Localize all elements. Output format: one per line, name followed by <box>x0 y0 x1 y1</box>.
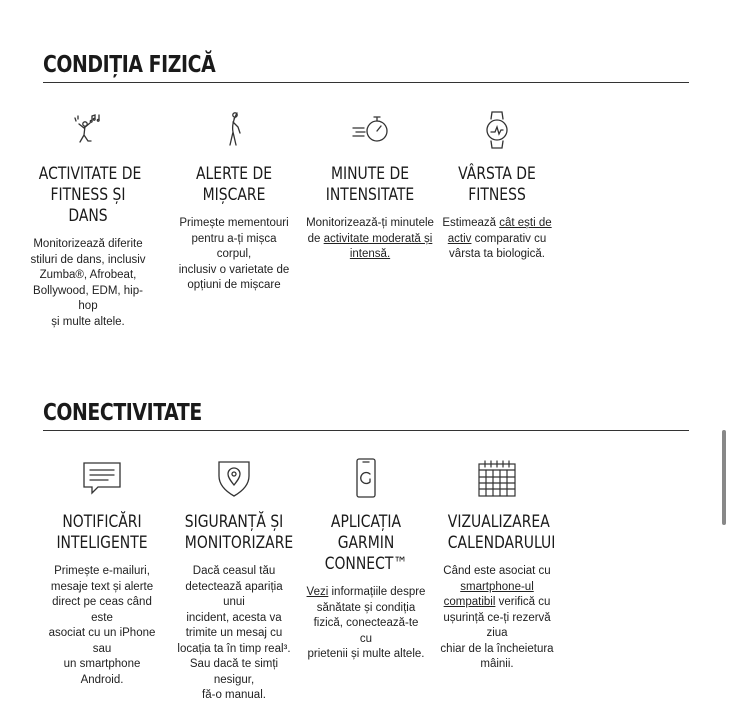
feature-calendar-view <box>437 458 557 673</box>
fitness-age-link[interactable]: cât ești de <box>499 217 552 229</box>
description-text: verifică cu <box>495 596 551 608</box>
feature-fitness-dance <box>28 110 148 330</box>
feature-description: direct pe ceas când este <box>52 596 152 624</box>
fitness-section-title: CONDIȚIA FIZICĂ <box>43 52 216 78</box>
feature-title: MINUTE DE <box>330 164 410 184</box>
feature-safety-tracking <box>174 458 294 704</box>
feature-title: FITNESS ȘI <box>50 185 126 205</box>
description-text: Estimează <box>442 217 500 229</box>
feature-description: Dacă ceasul tău <box>192 565 276 577</box>
feature-description: detectează apariția unui <box>185 580 283 608</box>
feature-description: mesaje text și alerte <box>50 580 154 593</box>
feature-description: locația ta în timp real³. <box>177 642 291 655</box>
feature-title: DANS <box>68 206 108 226</box>
feature-description: ușurință ce-ți rezervă ziua <box>443 611 551 639</box>
feature-description: un smartphone Android. <box>63 658 141 686</box>
feature-description: fizică, conectează-te cu <box>313 617 419 645</box>
description-text: informațiile despre <box>328 586 426 598</box>
feature-title: SIGURANȚĂ ȘI <box>184 512 284 532</box>
feature-intensity-minutes <box>306 110 434 263</box>
feature-description: Când este asociat cu <box>443 565 551 577</box>
fitness-section <box>43 50 689 83</box>
feature-title: INTELIGENTE <box>56 533 148 553</box>
feature-description: Zumba®, Afrobeat, <box>39 269 137 281</box>
feature-description: vârsta ta biologică. <box>449 248 545 260</box>
feature-description <box>306 585 426 601</box>
stopwatch-icon <box>350 110 390 150</box>
message-icon <box>82 458 122 498</box>
feature-title: INTENSITATE <box>325 185 415 205</box>
feature-description: Bollywood, EDM, hip-hop <box>33 284 143 312</box>
see-info-link[interactable]: Vezi <box>306 586 329 598</box>
feature-title: MONITORIZARE <box>184 533 294 553</box>
feature-description: chiar de la încheietura <box>440 642 554 655</box>
feature-description <box>437 580 557 596</box>
feature-title: CALENDARULUI <box>447 533 556 553</box>
stretch-figure-icon <box>214 110 254 150</box>
description-text: comparativ cu <box>471 232 547 245</box>
feature-title: ACTIVITATE DE <box>38 164 142 184</box>
feature-title: NOTIFICĂRI <box>62 512 142 532</box>
feature-title: FITNESS <box>468 185 526 205</box>
description-text: de <box>307 232 324 245</box>
intensity-activity-link[interactable]: activitate moderată și <box>323 232 433 245</box>
scrollbar-thumb[interactable] <box>722 430 726 525</box>
feature-description: opțiuni de mișcare <box>187 279 281 291</box>
compatible-smartphone-link-cont[interactable]: compatibil <box>443 596 496 608</box>
intensity-activity-link-cont[interactable]: intensă. <box>349 248 391 260</box>
feature-description: Monitorizează-ți minutele <box>306 217 434 229</box>
feature-title: CONNECT™ <box>324 554 408 574</box>
feature-description: inclusiv o varietate de <box>178 263 290 276</box>
feature-title: GARMIN <box>337 533 395 553</box>
feature-description: stiluri de dans, inclusiv <box>30 253 146 266</box>
dance-icon <box>68 110 108 150</box>
feature-title: VÂRSTA DE <box>458 164 536 184</box>
feature-description <box>306 247 434 263</box>
compatible-smartphone-link[interactable]: smartphone-ul <box>460 580 534 593</box>
feature-description: Primește mementouri <box>179 217 289 229</box>
feature-title: ALERTE DE <box>195 164 273 184</box>
smartphone-icon <box>346 458 386 498</box>
section-divider <box>43 82 689 83</box>
shield-location-icon <box>214 458 254 498</box>
feature-description: și multe altele. <box>51 315 125 328</box>
feature-fitness-age <box>437 110 557 263</box>
feature-description: prietenii și multe altele. <box>307 648 425 660</box>
feature-description <box>437 232 557 248</box>
feature-description <box>437 595 557 611</box>
feature-title: VIZUALIZAREA <box>447 512 550 532</box>
feature-description: Sau dacă te simți nesigur, <box>189 658 279 686</box>
connectivity-section-title: CONECTIVITATE <box>43 400 202 426</box>
feature-description: Primește e-mailuri, <box>54 565 150 577</box>
feature-description: Monitorizează diferite <box>33 238 143 250</box>
feature-description: asociat cu un iPhone sau <box>48 627 156 655</box>
feature-description: mâinii. <box>480 658 514 670</box>
watch-icon <box>477 110 517 150</box>
feature-description <box>437 216 557 232</box>
feature-description: fă-o manual. <box>202 689 266 701</box>
fitness-age-link-cont[interactable]: activ <box>447 232 472 245</box>
feature-description: sănătate și condiția <box>316 601 416 614</box>
feature-move-alerts <box>174 110 294 294</box>
feature-garmin-connect <box>306 458 426 663</box>
feature-description <box>306 232 434 248</box>
feature-smart-notifications <box>42 458 162 688</box>
section-divider <box>43 430 689 431</box>
feature-description: incident, acesta va <box>186 611 282 624</box>
calendar-icon <box>477 458 517 498</box>
feature-description: trimite un mesaj cu <box>185 627 283 639</box>
feature-description: pentru a-ți mișca corpul, <box>191 232 277 260</box>
feature-title: APLICAȚIA <box>330 512 402 532</box>
feature-title: MIȘCARE <box>202 185 266 205</box>
connectivity-section <box>43 398 689 431</box>
